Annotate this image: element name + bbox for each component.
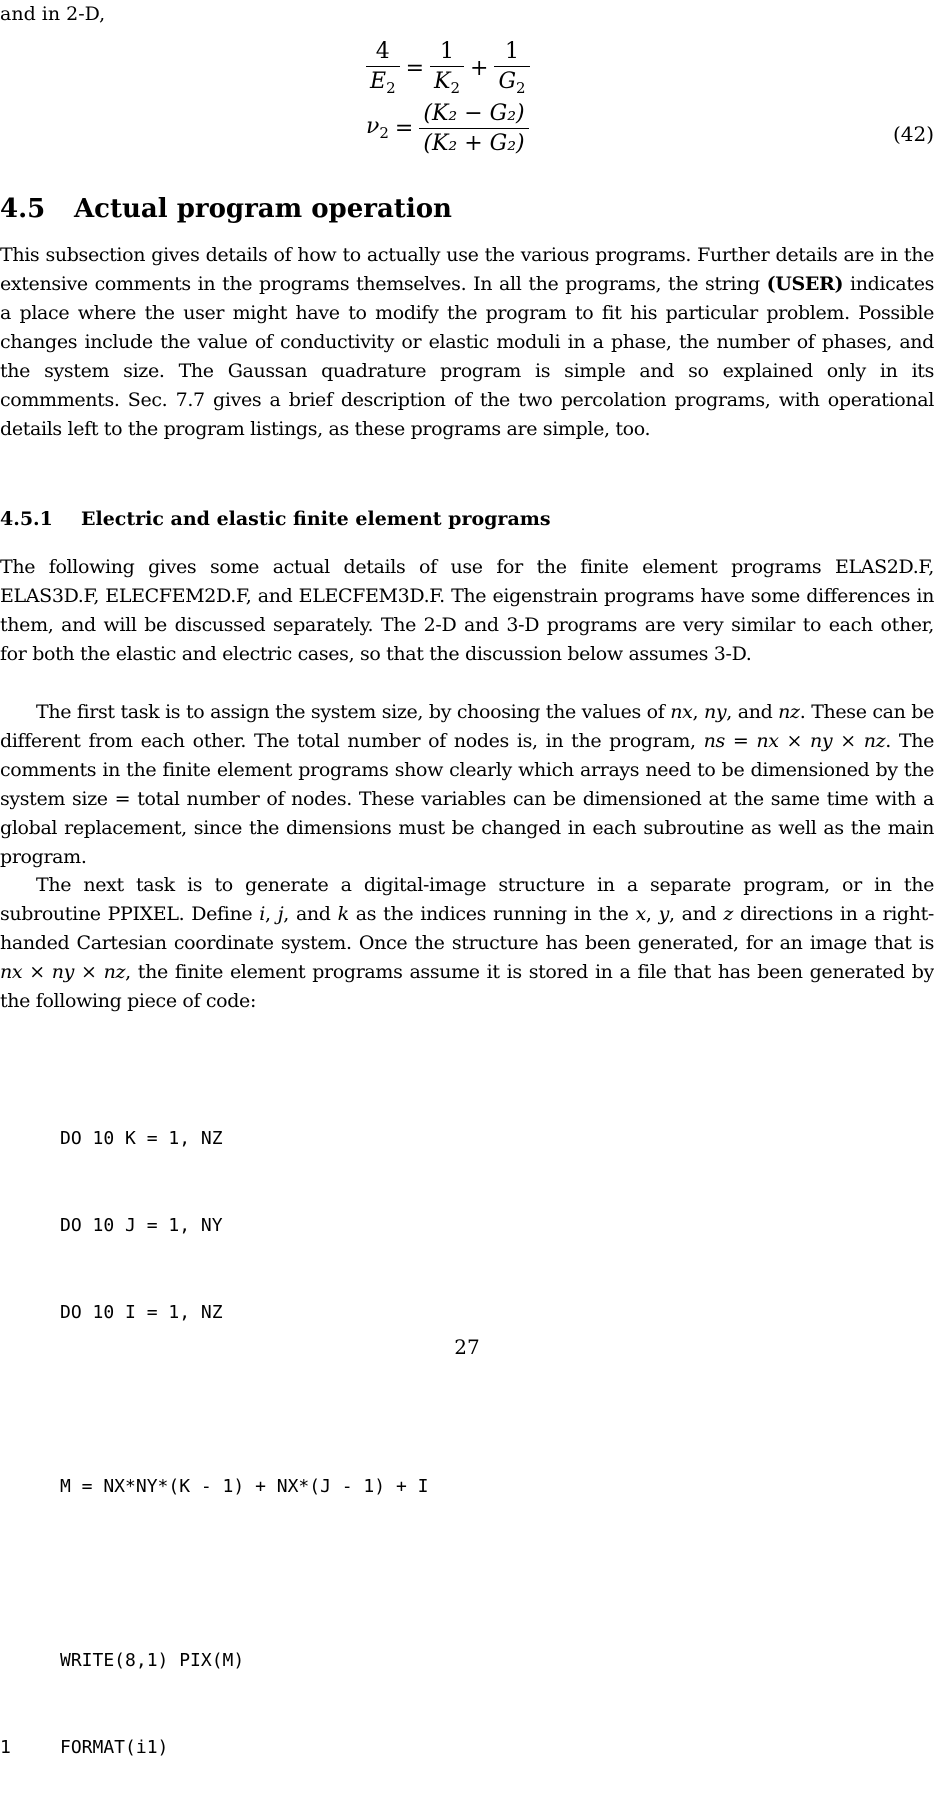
equation-block xyxy=(366,38,530,158)
paragraph-text: This subsection gives details of how to actually use the various programs. Further details are in the extensive comments in the programs themselves. In all the programs, the string xyxy=(0,244,934,295)
numerator: 1 xyxy=(440,39,455,64)
nu-symbol xyxy=(366,114,389,142)
equals-sign: = xyxy=(405,55,425,81)
equation-line-2 xyxy=(366,98,530,158)
math-y: y xyxy=(658,903,669,925)
subscript: 2 xyxy=(379,124,389,142)
denominator xyxy=(430,66,464,97)
text: , xyxy=(692,701,704,723)
fraction-poisson xyxy=(419,101,528,156)
code-text: WRITE(8,1) PIX(M) xyxy=(60,1650,245,1671)
math-i: i xyxy=(259,903,265,925)
equation-line-1 xyxy=(366,38,530,98)
code-line xyxy=(0,1646,428,1675)
math-image-size: nx × ny × nz xyxy=(0,961,126,983)
section-title: Actual program operation xyxy=(74,194,452,224)
code-line xyxy=(0,1385,428,1414)
fraction-4-over-E2 xyxy=(366,39,400,97)
section-number: 4.5 xyxy=(0,194,46,224)
plus-sign: + xyxy=(470,55,489,81)
page-number: 27 xyxy=(454,1335,480,1359)
denominator xyxy=(366,66,400,97)
text: , and xyxy=(726,701,779,723)
subsection-paragraph-2 xyxy=(0,698,934,872)
code-text: DO 10 K = 1, NZ xyxy=(60,1128,223,1149)
math-z: z xyxy=(723,903,734,925)
text: , xyxy=(265,903,278,925)
intro-text: and in 2-D, xyxy=(0,3,106,25)
symbol-K: K xyxy=(434,69,451,94)
subscript: 2 xyxy=(516,79,526,97)
text: , xyxy=(645,903,659,925)
text: as the indices running in the xyxy=(348,903,636,925)
code-text: FORMAT(i1) xyxy=(60,1737,169,1758)
math-k: k xyxy=(337,903,349,925)
symbol-nu: ν xyxy=(366,114,380,139)
math-nx: nx xyxy=(670,701,693,723)
code-line xyxy=(0,1124,428,1153)
fraction-1-over-G2 xyxy=(494,39,529,97)
text: , the finite element programs assume it is stored in a file that has been generated by the following piece of code: xyxy=(0,961,934,1012)
numerator: 1 xyxy=(505,39,520,64)
subsection-heading xyxy=(0,508,551,530)
code-text: M = NX*NY*(K - 1) + NX*(J - 1) + I xyxy=(60,1476,429,1497)
section-heading xyxy=(0,194,452,224)
code-text: DO 10 I = 1, NZ xyxy=(60,1302,223,1323)
math-ns-formula: ns = nx × ny × nz xyxy=(703,730,886,752)
code-line xyxy=(0,1211,428,1240)
code-line xyxy=(0,1298,428,1327)
code-listing xyxy=(0,1066,428,1820)
code-text: DO 10 J = 1, NY xyxy=(60,1215,223,1236)
code-line xyxy=(0,1733,428,1762)
text: The next task is to generate a digital-image structure in a separate program, or in the subroutine PPIXEL. Define xyxy=(0,874,934,925)
subsection-paragraph-3 xyxy=(0,871,934,1016)
user-tag: (USER) xyxy=(766,273,844,295)
symbol-E: E xyxy=(370,69,387,94)
text: . These can be different from each other. The total number of nodes is, in the program, xyxy=(0,701,934,752)
fraction-1-over-K2 xyxy=(430,39,464,97)
subsection-number: 4.5.1 xyxy=(0,508,53,530)
subsection-paragraph-1: The following gives some actual details of use for the finite element programs ELAS2D.F, ELAS3D.F, ELECFEM2D.F, and ELECFEM3D.F. The eigenstrain programs have some differences in them, and will be discussed separately. The 2-D and 3-D programs are very similar to each other, for both the elastic and electric cases, so that the discussion below assumes 3-D. xyxy=(0,556,934,665)
subscript: 2 xyxy=(386,79,396,97)
subsection-title: Electric and elastic finite element programs xyxy=(81,508,551,530)
code-line xyxy=(0,1472,428,1501)
numerator: (K₂ − G₂) xyxy=(423,100,525,126)
math-j: j xyxy=(277,903,284,925)
section-paragraph xyxy=(0,241,934,444)
subscript: 2 xyxy=(450,79,461,97)
math-ny: ny xyxy=(703,701,727,723)
math-nz: nz xyxy=(778,701,800,723)
text: . The comments in the finite element programs show clearly which arrays need to be dimensioned by the system size = total number of nodes. These variables can be dimensioned at the same time with a global replacement, since the dimensions must be changed in each subroutine as well as the main program. xyxy=(0,730,934,868)
code-line xyxy=(0,1559,428,1588)
text: , and xyxy=(668,903,724,925)
denominator: (K₂ + G₂) xyxy=(419,128,528,156)
text: directions in a right-handed Cartesian coordinate system. Once the structure has been generated, for an image that is xyxy=(0,903,934,954)
text: , and xyxy=(283,903,338,925)
code-label: 1 xyxy=(0,1737,11,1758)
denominator xyxy=(494,66,529,97)
equation-number: (42) xyxy=(892,122,934,146)
numerator: 4 xyxy=(375,39,390,64)
symbol-G: G xyxy=(498,69,517,94)
math-x: x xyxy=(635,903,646,925)
equals-sign: = xyxy=(394,115,414,141)
paragraph-text: indicates a place where the user might have to modify the program to fit his particular problem. Possible changes include the value of conductivity or elastic moduli in a phase, the number of phases, and the system size. The Gaussan quadrature program is simple and so explained only in its commments. Sec. 7.7 gives a brief description of the two percolation programs, with operational details left to the program listings, as these programs are simple, too. xyxy=(0,273,934,440)
text: The first task is to assign the system size, by choosing the values of xyxy=(36,701,671,723)
